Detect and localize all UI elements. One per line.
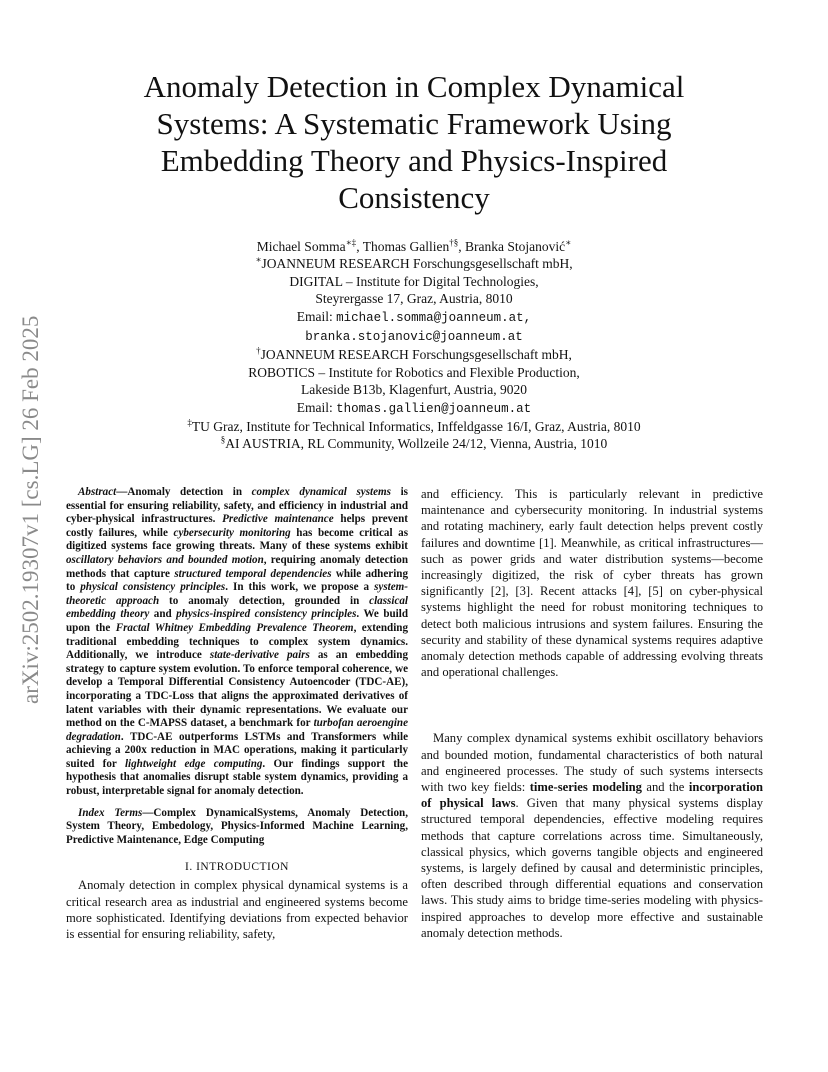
affiliation-text: JOANNEUM RESEARCH Forschungsgesellschaft mbH,: [261, 256, 573, 272]
affiliation-mark: †: [256, 345, 261, 356]
affiliation-line: DIGITAL – Institute for Digital Technologies,: [289, 273, 539, 289]
email-address[interactable]: branka.stojanovic@joanneum.at: [305, 330, 523, 345]
abstract-emphasis: state-derivative pairs: [209, 649, 310, 662]
email-label: Email:: [296, 308, 337, 324]
abstract-emphasis: physics-inspired consistency principles: [176, 608, 357, 621]
abstract-text: . TDC-AE outperforms LSTMs and Transformers while achieving a 200x reduction in MAC operations, making it particularly suited for: [66, 730, 408, 770]
title-line: Anomaly Detection in Complex Dynamical: [143, 69, 685, 104]
index-terms-label: Index Terms: [78, 806, 143, 819]
paper-title: [100, 68, 728, 216]
abstract-emphasis: Fractal Whitney Embedding Prevalence Theorem: [115, 621, 354, 634]
email-address[interactable]: thomas.gallien@joanneum.at: [336, 401, 532, 416]
abstract-text: . In this work, we propose a: [225, 581, 375, 594]
email-label: Email:: [296, 399, 337, 415]
paragraph-text: and the: [641, 780, 689, 795]
affiliation-mark: ∗: [565, 237, 572, 248]
arxiv-identifier: arXiv:2502.19307v1 [cs.LG] 26 Feb 2025: [18, 315, 43, 705]
abstract-text: is essential for ensuring reliability, safety, and efficiency in industrial and cyber-physical infrastructures.: [66, 486, 408, 526]
affiliation-line: [100, 346, 728, 363]
abstract-text: . We build upon the: [66, 608, 408, 634]
affiliation-mark: ∗: [255, 254, 262, 265]
affiliation-line: [100, 435, 728, 452]
bold-term: time-series modeling: [529, 780, 642, 795]
abstract-text: to anomaly detection, grounded in: [159, 594, 370, 607]
title-line: Consistency: [338, 180, 490, 215]
section-heading: I. INTRODUCTION: [185, 861, 289, 874]
affiliation-mark: ∗‡: [345, 237, 357, 248]
paragraph-text: Many complex dynamical systems exhibit oscillatory behaviors and bounded motion, fundamental characteristics of both natural and engineered processes. The study of such systems intersects with two key fields:: [421, 731, 763, 795]
abstract-text: . Our findings support the hypothesis that anomalies disrupt stable system dynamics, providing a robust, interpretable signal for anomaly detection.: [66, 757, 409, 798]
abstract-emphasis: complex dynamical systems: [251, 486, 391, 498]
author-block: [100, 238, 728, 453]
email-line: [100, 399, 728, 418]
abstract-emphasis: system-theoretic approach: [66, 581, 408, 607]
index-terms: [66, 807, 408, 848]
affiliation-text: JOANNEUM RESEARCH Forschungsgesellschaft mbH,: [260, 347, 572, 363]
intro-paragraph: [421, 730, 763, 941]
abstract-text: and: [149, 608, 177, 621]
abstract-emphasis: cybersecurity monitoring: [173, 526, 291, 539]
abstract-emphasis: oscillatory behaviors and bounded motion: [66, 553, 264, 566]
email-line: [100, 327, 728, 346]
abstract-emphasis: turbofan aeroengine degradation: [66, 717, 409, 743]
affiliation-line: Lakeside B13b, Klagenfurt, Austria, 9020: [300, 382, 528, 398]
abstract-emphasis: structured temporal dependencies: [174, 567, 332, 580]
author-list: [100, 238, 728, 255]
abstract-emphasis: Predictive maintenance: [222, 513, 334, 526]
intro-paragraph: Anomaly detection in complex physical dynamical systems is a critical research area as industrial and engineered systems become more sophisticated. Identifying deviations from expected behavior is essential for ensuring reliability, safety,: [66, 878, 408, 942]
abstract-text: while adhering to: [66, 567, 408, 594]
abstract-text: as an embedding strategy to capture system evolution. To enforce temporal coherence, we develop a Temporal Differential Consistency Autoencoder (TDC-AE), incorporating a TDC-Loss that aligns the approximated derivatives of latent variables with their dynamic representations. We evaluate our method on the C-MAPSS dataset, a benchmark for: [66, 649, 408, 730]
abstract-label: Abstract: [78, 486, 117, 498]
paragraph-text: . Given that many physical systems display structured temporal dependencies, effective modeling requires methods that capture correlations across time. Simultaneously, classical physics, which governs tangible objects and engineered systems, is largely defined by causal and deterministic principles, often described through differential equations and conservation laws. This study aims to bridge time-series modeling with physics-inspired approaches to develop more effective and sustainable anomaly detection methods.: [421, 796, 763, 940]
abstract-text: helps prevent costly failures, while: [66, 513, 408, 539]
author-name: , Branka Stojanović: [458, 239, 566, 254]
affiliation-text: AI AUSTRIA, RL Community, Wollzeile 24/12, Vienna, Austria, 1010: [225, 436, 608, 452]
left-column: [66, 486, 408, 942]
email-line: [100, 308, 728, 327]
email-address[interactable]: michael.somma@joanneum.at,: [336, 310, 532, 325]
author-name: , Thomas Gallien: [356, 239, 450, 254]
abstract-text: , requiring anomaly detection methods that capture: [66, 553, 408, 580]
affiliation-line: [100, 418, 728, 435]
abstract-emphasis: lightweight edge computing: [124, 757, 263, 770]
abstract-emphasis: classical embedding theory: [66, 594, 408, 621]
title-line: Systems: A Systematic Framework Using: [156, 106, 672, 141]
affiliation-mark: †§: [449, 237, 459, 248]
affiliation-mark: §: [220, 434, 226, 445]
abstract-emphasis: physical consistency principles: [80, 581, 226, 594]
abstract: [66, 486, 408, 799]
affiliation-line: ROBOTICS – Institute for Robotics and Flexible Production,: [248, 364, 580, 380]
abstract-text: , extending traditional embedding techniques to complex system dynamics. Additionally, we introduce: [66, 621, 408, 662]
affiliation-mark: ‡: [187, 417, 192, 428]
abstract-text: has become critical as digitized systems face growing threats. Many of these systems exhibit: [66, 526, 409, 553]
affiliation-line: Steyrergasse 17, Graz, Austria, 8010: [315, 291, 513, 307]
index-terms-text: —Complex DynamicalSystems, Anomaly Detection, System Theory, Embedology, Physics-Informed Machine Learning, Predictive Maintenance, Edge Computing: [66, 806, 408, 846]
affiliation-text: TU Graz, Institute for Technical Informatics, Inffeldgasse 16/I, Graz, Austria, 8010: [191, 419, 641, 435]
author-name: Michael Somma: [256, 239, 346, 254]
bold-term: incorporation of physical laws: [421, 780, 763, 811]
abstract-text: —Anomaly detection in: [116, 486, 252, 498]
intro-paragraph-continued: and efficiency. This is particularly relevant in predictive maintenance and cybersecurity monitoring. In industrial systems and rotating machinery, early fault detection helps prevent costly failures and downtime [1]. Meanwhile, as critical infrastructures—such as power grids and water distribution systems—become increasingly digitized, the risk of cyber threats has grown significantly [2], [3]. Recent attacks [4], [5] on cyber-physical systems highlight the need for robust monitoring techniques to detect both malicious intrusions and system failures. Ensuring the security and stability of these dynamical systems requires adaptive anomaly detection methods capable of addressing evolving threats and operational challenges.: [421, 487, 763, 680]
affiliation-line: [100, 255, 728, 272]
title-line: Embedding Theory and Physics-Inspired: [160, 143, 668, 178]
right-column: [421, 486, 763, 941]
